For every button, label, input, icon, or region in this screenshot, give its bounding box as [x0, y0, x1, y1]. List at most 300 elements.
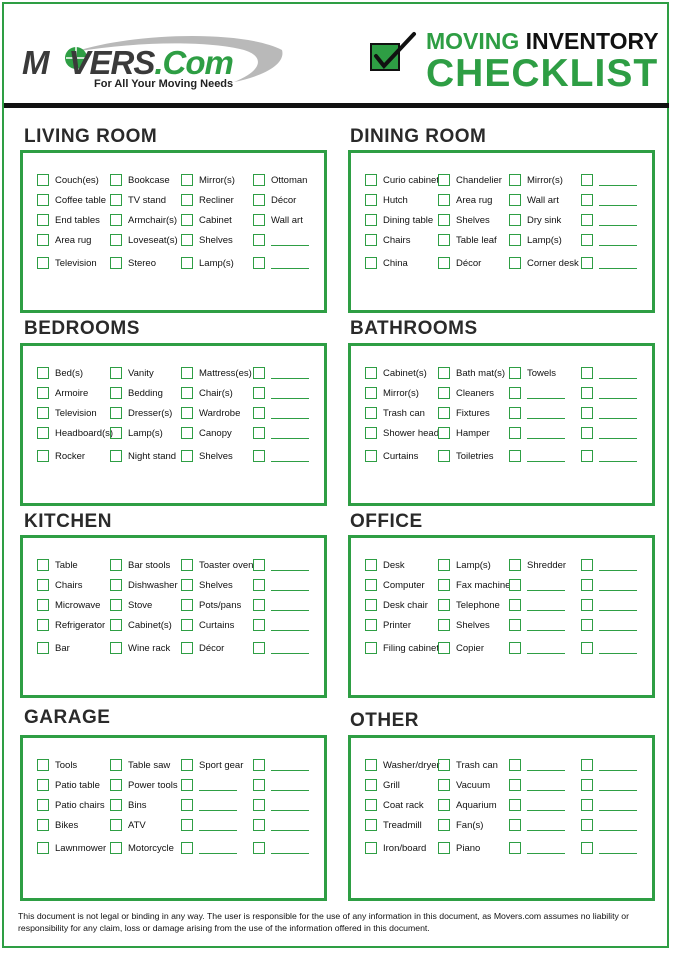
blank-checklist-item[interactable] [181, 797, 237, 813]
blank-checklist-item[interactable] [581, 172, 637, 188]
checklist-item[interactable] [438, 172, 502, 188]
checklist-item[interactable] [37, 557, 78, 573]
checklist-item[interactable] [110, 212, 177, 228]
checklist-item[interactable] [181, 757, 243, 773]
checkbox[interactable] [438, 427, 450, 439]
blank-checklist-item[interactable] [509, 448, 565, 464]
checkbox[interactable] [438, 407, 450, 419]
checkbox[interactable] [365, 257, 377, 269]
checkbox[interactable] [365, 450, 377, 462]
checklist-item[interactable] [37, 405, 97, 421]
checkbox[interactable] [253, 194, 265, 206]
write-in-line[interactable] [271, 810, 309, 811]
checkbox[interactable] [365, 819, 377, 831]
checklist-item[interactable] [110, 448, 176, 464]
checklist-item[interactable] [365, 640, 439, 656]
checkbox[interactable] [181, 367, 193, 379]
checkbox[interactable] [181, 234, 193, 246]
checklist-item[interactable] [37, 840, 106, 856]
checkbox[interactable] [438, 842, 450, 854]
blank-checklist-item[interactable] [253, 557, 309, 573]
checkbox[interactable] [581, 559, 593, 571]
checklist-item[interactable] [365, 425, 439, 441]
checkbox[interactable] [438, 779, 450, 791]
checkbox[interactable] [509, 234, 521, 246]
checkbox[interactable] [365, 579, 377, 591]
checkbox[interactable] [253, 427, 265, 439]
checkbox[interactable] [365, 407, 377, 419]
checkbox[interactable] [438, 619, 450, 631]
checklist-item[interactable] [438, 557, 491, 573]
checkbox[interactable] [253, 214, 265, 226]
checklist-item[interactable] [181, 640, 224, 656]
write-in-line[interactable] [271, 268, 309, 269]
checkbox[interactable] [365, 779, 377, 791]
blank-checklist-item[interactable] [253, 425, 309, 441]
checklist-item[interactable] [37, 255, 97, 271]
checkbox[interactable] [365, 599, 377, 611]
blank-checklist-item[interactable] [509, 817, 565, 833]
checkbox[interactable] [181, 194, 193, 206]
checkbox[interactable] [365, 194, 377, 206]
checkbox[interactable] [110, 842, 122, 854]
checklist-item[interactable] [181, 232, 233, 248]
checklist-item[interactable] [365, 557, 405, 573]
checkbox[interactable] [253, 642, 265, 654]
write-in-line[interactable] [599, 398, 637, 399]
checkbox[interactable] [581, 367, 593, 379]
write-in-line[interactable] [527, 653, 565, 654]
checkbox[interactable] [253, 599, 265, 611]
checkbox[interactable] [365, 214, 377, 226]
checkbox[interactable] [438, 450, 450, 462]
write-in-line[interactable] [271, 461, 309, 462]
write-in-line[interactable] [527, 438, 565, 439]
checklist-item[interactable] [438, 840, 480, 856]
checkbox[interactable] [253, 387, 265, 399]
checkbox[interactable] [438, 174, 450, 186]
checklist-item[interactable] [509, 232, 562, 248]
checklist-item[interactable] [37, 385, 88, 401]
blank-checklist-item[interactable] [581, 777, 637, 793]
checklist-item[interactable] [181, 255, 234, 271]
write-in-line[interactable] [599, 770, 637, 771]
blank-checklist-item[interactable] [581, 425, 637, 441]
checkbox[interactable] [37, 579, 49, 591]
checklist-item[interactable] [181, 365, 252, 381]
blank-checklist-item[interactable] [509, 597, 565, 613]
blank-checklist-item[interactable] [581, 597, 637, 613]
checklist-item[interactable] [37, 640, 70, 656]
checklist-item[interactable] [37, 617, 105, 633]
checkbox[interactable] [181, 642, 193, 654]
checkbox[interactable] [110, 779, 122, 791]
checkbox[interactable] [581, 579, 593, 591]
blank-checklist-item[interactable] [253, 777, 309, 793]
blank-checklist-item[interactable] [581, 212, 637, 228]
blank-checklist-item[interactable] [509, 797, 565, 813]
checkbox[interactable] [509, 387, 521, 399]
checklist-item[interactable] [110, 617, 172, 633]
checkbox[interactable] [509, 257, 521, 269]
write-in-line[interactable] [199, 790, 237, 791]
checklist-item[interactable] [110, 405, 172, 421]
write-in-line[interactable] [271, 830, 309, 831]
write-in-line[interactable] [527, 461, 565, 462]
checklist-item[interactable] [365, 577, 425, 593]
checklist-item[interactable] [37, 192, 106, 208]
checklist-item[interactable] [438, 597, 500, 613]
checkbox[interactable] [581, 174, 593, 186]
write-in-line[interactable] [599, 610, 637, 611]
checkbox[interactable] [110, 427, 122, 439]
checkbox[interactable] [438, 257, 450, 269]
checklist-item[interactable] [110, 232, 178, 248]
blank-checklist-item[interactable] [253, 365, 309, 381]
checkbox[interactable] [181, 450, 193, 462]
blank-checklist-item[interactable] [509, 425, 565, 441]
checkbox[interactable] [438, 579, 450, 591]
checkbox[interactable] [253, 759, 265, 771]
checklist-item[interactable] [438, 577, 510, 593]
checkbox[interactable] [253, 407, 265, 419]
checklist-item[interactable] [438, 777, 490, 793]
checklist-item[interactable] [438, 640, 484, 656]
checklist-item[interactable] [253, 172, 307, 188]
checklist-item[interactable] [110, 640, 170, 656]
blank-checklist-item[interactable] [253, 448, 309, 464]
checklist-item[interactable] [181, 405, 240, 421]
checkbox[interactable] [581, 619, 593, 631]
checklist-item[interactable] [365, 232, 410, 248]
blank-checklist-item[interactable] [509, 640, 565, 656]
blank-checklist-item[interactable] [181, 840, 237, 856]
checklist-item[interactable] [365, 777, 400, 793]
checkbox[interactable] [181, 579, 193, 591]
blank-checklist-item[interactable] [509, 757, 565, 773]
write-in-line[interactable] [599, 185, 637, 186]
checkbox[interactable] [181, 257, 193, 269]
checkbox[interactable] [509, 779, 521, 791]
checkbox[interactable] [438, 599, 450, 611]
checkbox[interactable] [110, 559, 122, 571]
checklist-item[interactable] [37, 212, 100, 228]
checkbox[interactable] [438, 819, 450, 831]
checkbox[interactable] [365, 759, 377, 771]
write-in-line[interactable] [599, 205, 637, 206]
checklist-item[interactable] [438, 232, 497, 248]
checkbox[interactable] [581, 427, 593, 439]
checkbox[interactable] [110, 174, 122, 186]
checkbox[interactable] [37, 257, 49, 269]
checkbox[interactable] [365, 387, 377, 399]
write-in-line[interactable] [271, 438, 309, 439]
checkbox[interactable] [181, 174, 193, 186]
checkbox[interactable] [581, 599, 593, 611]
blank-checklist-item[interactable] [581, 255, 637, 271]
write-in-line[interactable] [271, 418, 309, 419]
checklist-item[interactable] [365, 405, 425, 421]
checklist-item[interactable] [509, 192, 559, 208]
write-in-line[interactable] [271, 245, 309, 246]
checkbox[interactable] [509, 842, 521, 854]
checklist-item[interactable] [438, 385, 494, 401]
write-in-line[interactable] [599, 245, 637, 246]
checkbox[interactable] [37, 779, 49, 791]
write-in-line[interactable] [599, 268, 637, 269]
checkbox[interactable] [581, 819, 593, 831]
checkbox[interactable] [110, 367, 122, 379]
checkbox[interactable] [37, 642, 49, 654]
blank-checklist-item[interactable] [253, 817, 309, 833]
checklist-item[interactable] [509, 365, 556, 381]
checkbox[interactable] [110, 407, 122, 419]
checklist-item[interactable] [365, 192, 408, 208]
blank-checklist-item[interactable] [581, 448, 637, 464]
blank-checklist-item[interactable] [581, 817, 637, 833]
checkbox[interactable] [509, 599, 521, 611]
checkbox[interactable] [253, 367, 265, 379]
checkbox[interactable] [438, 799, 450, 811]
checkbox[interactable] [438, 214, 450, 226]
checklist-item[interactable] [253, 212, 303, 228]
blank-checklist-item[interactable] [253, 840, 309, 856]
checkbox[interactable] [181, 619, 193, 631]
write-in-line[interactable] [271, 590, 309, 591]
blank-checklist-item[interactable] [253, 640, 309, 656]
checkbox[interactable] [253, 234, 265, 246]
checklist-item[interactable] [253, 192, 296, 208]
write-in-line[interactable] [271, 378, 309, 379]
write-in-line[interactable] [271, 770, 309, 771]
checkbox[interactable] [509, 174, 521, 186]
checklist-item[interactable] [438, 192, 492, 208]
checklist-item[interactable] [37, 365, 83, 381]
checkbox[interactable] [253, 559, 265, 571]
blank-checklist-item[interactable] [253, 577, 309, 593]
write-in-line[interactable] [599, 790, 637, 791]
checkbox[interactable] [365, 174, 377, 186]
checklist-item[interactable] [110, 597, 152, 613]
write-in-line[interactable] [271, 630, 309, 631]
blank-checklist-item[interactable] [509, 777, 565, 793]
checklist-item[interactable] [110, 757, 170, 773]
blank-checklist-item[interactable] [509, 385, 565, 401]
checklist-item[interactable] [37, 817, 78, 833]
write-in-line[interactable] [199, 853, 237, 854]
checkbox[interactable] [365, 427, 377, 439]
blank-checklist-item[interactable] [181, 817, 237, 833]
blank-checklist-item[interactable] [509, 577, 565, 593]
checklist-item[interactable] [110, 385, 163, 401]
write-in-line[interactable] [271, 853, 309, 854]
write-in-line[interactable] [527, 810, 565, 811]
write-in-line[interactable] [599, 570, 637, 571]
checklist-item[interactable] [438, 405, 490, 421]
checklist-item[interactable] [365, 448, 418, 464]
checkbox[interactable] [37, 599, 49, 611]
blank-checklist-item[interactable] [581, 192, 637, 208]
checkbox[interactable] [181, 387, 193, 399]
checkbox[interactable] [181, 427, 193, 439]
checkbox[interactable] [438, 387, 450, 399]
blank-checklist-item[interactable] [581, 577, 637, 593]
checkbox[interactable] [253, 579, 265, 591]
checklist-item[interactable] [181, 557, 253, 573]
checkbox[interactable] [110, 819, 122, 831]
write-in-line[interactable] [599, 590, 637, 591]
checkbox[interactable] [438, 759, 450, 771]
write-in-line[interactable] [599, 378, 637, 379]
blank-checklist-item[interactable] [253, 597, 309, 613]
write-in-line[interactable] [599, 853, 637, 854]
checklist-item[interactable] [438, 817, 483, 833]
checkbox[interactable] [37, 842, 49, 854]
checkbox[interactable] [581, 642, 593, 654]
checklist-item[interactable] [181, 597, 241, 613]
write-in-line[interactable] [599, 461, 637, 462]
write-in-line[interactable] [599, 810, 637, 811]
checkbox[interactable] [509, 214, 521, 226]
checkbox[interactable] [181, 799, 193, 811]
checklist-item[interactable] [110, 172, 170, 188]
checklist-item[interactable] [181, 212, 232, 228]
checklist-item[interactable] [110, 817, 146, 833]
checkbox[interactable] [365, 619, 377, 631]
checklist-item[interactable] [37, 232, 91, 248]
checkbox[interactable] [509, 559, 521, 571]
checklist-item[interactable] [110, 425, 163, 441]
blank-checklist-item[interactable] [581, 840, 637, 856]
blank-checklist-item[interactable] [581, 617, 637, 633]
checkbox[interactable] [37, 234, 49, 246]
checkbox[interactable] [438, 559, 450, 571]
write-in-line[interactable] [527, 590, 565, 591]
blank-checklist-item[interactable] [581, 405, 637, 421]
blank-checklist-item[interactable] [509, 617, 565, 633]
checklist-item[interactable] [110, 255, 156, 271]
checkbox[interactable] [37, 367, 49, 379]
checklist-item[interactable] [110, 192, 166, 208]
checklist-item[interactable] [110, 557, 170, 573]
write-in-line[interactable] [527, 418, 565, 419]
write-in-line[interactable] [599, 630, 637, 631]
checklist-item[interactable] [438, 425, 490, 441]
checklist-item[interactable] [110, 840, 174, 856]
checkbox[interactable] [37, 174, 49, 186]
checklist-item[interactable] [110, 777, 178, 793]
checkbox[interactable] [581, 214, 593, 226]
checkbox[interactable] [110, 257, 122, 269]
write-in-line[interactable] [199, 830, 237, 831]
checkbox[interactable] [110, 387, 122, 399]
checkbox[interactable] [37, 387, 49, 399]
checkbox[interactable] [181, 779, 193, 791]
checkbox[interactable] [110, 642, 122, 654]
checkbox[interactable] [581, 842, 593, 854]
checkbox[interactable] [37, 619, 49, 631]
blank-checklist-item[interactable] [253, 797, 309, 813]
write-in-line[interactable] [271, 398, 309, 399]
checklist-item[interactable] [181, 617, 234, 633]
checkbox[interactable] [438, 642, 450, 654]
checklist-item[interactable] [438, 617, 490, 633]
checkbox[interactable] [37, 427, 49, 439]
checkbox[interactable] [110, 579, 122, 591]
checkbox[interactable] [181, 759, 193, 771]
write-in-line[interactable] [527, 630, 565, 631]
blank-checklist-item[interactable] [509, 840, 565, 856]
checkbox[interactable] [253, 819, 265, 831]
checkbox[interactable] [509, 642, 521, 654]
checkbox[interactable] [581, 194, 593, 206]
checklist-item[interactable] [365, 797, 424, 813]
checkbox[interactable] [581, 387, 593, 399]
checkbox[interactable] [110, 799, 122, 811]
write-in-line[interactable] [271, 790, 309, 791]
blank-checklist-item[interactable] [253, 757, 309, 773]
checkbox[interactable] [509, 450, 521, 462]
checklist-item[interactable] [509, 172, 563, 188]
checklist-item[interactable] [365, 255, 408, 271]
checkbox[interactable] [581, 407, 593, 419]
write-in-line[interactable] [527, 790, 565, 791]
checkbox[interactable] [181, 407, 193, 419]
checklist-item[interactable] [181, 385, 233, 401]
checkbox[interactable] [509, 194, 521, 206]
checkbox[interactable] [581, 234, 593, 246]
checklist-item[interactable] [181, 448, 233, 464]
checkbox[interactable] [181, 214, 193, 226]
checklist-item[interactable] [365, 172, 439, 188]
checklist-item[interactable] [509, 212, 561, 228]
checkbox[interactable] [509, 407, 521, 419]
blank-checklist-item[interactable] [181, 777, 237, 793]
checkbox[interactable] [253, 450, 265, 462]
write-in-line[interactable] [271, 653, 309, 654]
checkbox[interactable] [438, 194, 450, 206]
blank-checklist-item[interactable] [581, 232, 637, 248]
checklist-item[interactable] [181, 425, 232, 441]
blank-checklist-item[interactable] [581, 385, 637, 401]
checkbox[interactable] [37, 214, 49, 226]
checkbox[interactable] [253, 174, 265, 186]
write-in-line[interactable] [599, 225, 637, 226]
blank-checklist-item[interactable] [253, 405, 309, 421]
checkbox[interactable] [365, 842, 377, 854]
checklist-item[interactable] [181, 577, 233, 593]
checkbox[interactable] [110, 194, 122, 206]
blank-checklist-item[interactable] [253, 617, 309, 633]
checkbox[interactable] [37, 759, 49, 771]
write-in-line[interactable] [599, 830, 637, 831]
blank-checklist-item[interactable] [509, 405, 565, 421]
checkbox[interactable] [509, 759, 521, 771]
write-in-line[interactable] [599, 418, 637, 419]
checklist-item[interactable] [365, 597, 428, 613]
checkbox[interactable] [253, 842, 265, 854]
checkbox[interactable] [37, 194, 49, 206]
checklist-item[interactable] [509, 255, 579, 271]
checklist-item[interactable] [37, 757, 77, 773]
checklist-item[interactable] [509, 557, 566, 573]
checkbox[interactable] [110, 619, 122, 631]
blank-checklist-item[interactable] [581, 797, 637, 813]
checklist-item[interactable] [37, 777, 100, 793]
checklist-item[interactable] [438, 757, 498, 773]
checklist-item[interactable] [181, 192, 234, 208]
checklist-item[interactable] [365, 212, 433, 228]
